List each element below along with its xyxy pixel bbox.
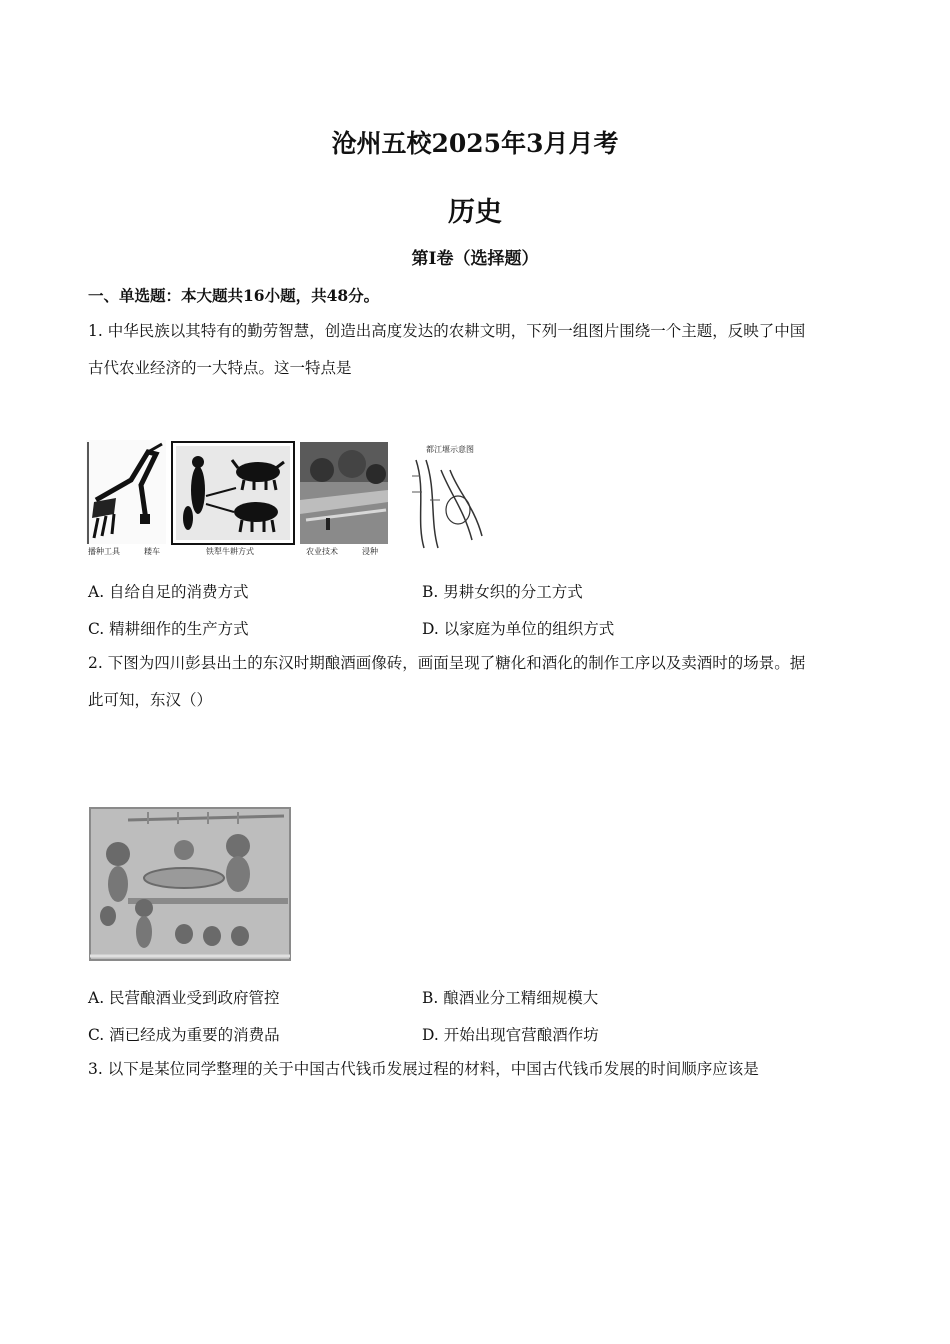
caption-agri-tech: 农业技术	[306, 547, 338, 556]
caption-seed-soaking: 浸种	[362, 547, 378, 556]
q2-option-d[interactable]: D. 开始出现官营酿酒作坊	[422, 1026, 599, 1044]
volume-title: 第I卷（选择题）	[411, 249, 539, 269]
brewing-brick-svg	[88, 806, 292, 962]
caption-sowing-tool: 播种工具	[88, 547, 120, 556]
subject-title: 历史	[448, 197, 502, 228]
q2-option-a[interactable]: A. 民营酿酒业受到政府管控	[88, 989, 280, 1007]
caption-dujiangyan-map: 都江堰示意图	[426, 445, 474, 454]
dujiangyan-map-image	[402, 442, 502, 550]
farming-technique-image	[300, 442, 388, 556]
exam-title: 沧州五校2025年3月月考	[331, 129, 619, 158]
q1-option-c[interactable]: C. 精耕细作的生产方式	[88, 620, 249, 638]
brewing-brick-image	[88, 806, 292, 962]
q1-option-a[interactable]: A. 自给自足的消费方式	[88, 583, 249, 601]
caption-seed-drill: 耧车	[144, 547, 160, 556]
q1-images-svg	[86, 440, 506, 560]
iron-plough-image	[172, 442, 294, 556]
q1-text-line2: 古代农业经济的一大特点。这一特点是	[88, 359, 352, 377]
q2-text-line1: 2. 下图为四川彭县出土的东汉时期酿酒画像砖，画面呈现了糖化和酒化的制作工序以及卖酒时的场景。据	[88, 654, 806, 672]
q2-option-c[interactable]: C. 酒已经成为重要的消费品	[88, 1026, 280, 1044]
section-heading: 一、单选题：本大题共16小题，共48分。	[88, 286, 380, 305]
q1-text-line1: 1. 中华民族以其特有的勤劳智慧，创造出高度发达的农耕文明，下列一组图片围绕一个主题，反映了中国	[88, 322, 806, 340]
q1-image-strip	[86, 440, 506, 560]
q2-option-b[interactable]: B. 酿酒业分工精细规模大	[422, 989, 599, 1007]
q1-option-d[interactable]: D. 以家庭为单位的组织方式	[422, 620, 615, 638]
seed-drill-image	[86, 440, 166, 556]
q1-option-b[interactable]: B. 男耕女织的分工方式	[422, 583, 583, 601]
caption-iron-plough: 铁犁牛耕方式	[206, 547, 254, 556]
q2-text-line2: 此可知，东汉（）	[88, 691, 213, 709]
q3-text-line1: 3. 以下是某位同学整理的关于中国古代钱币发展过程的材料，中国古代钱币发展的时间顺序应该是	[88, 1060, 759, 1078]
